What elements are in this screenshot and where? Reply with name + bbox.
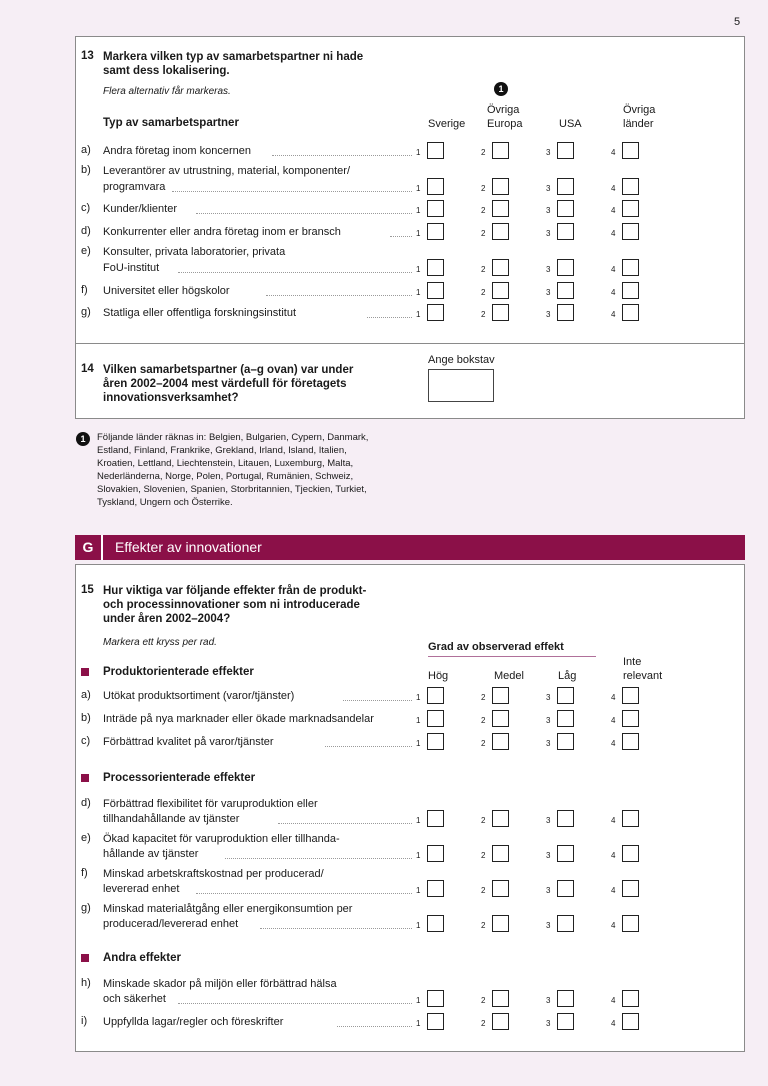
q13-row-e-leader <box>178 272 412 273</box>
q15-row-e-letter: e) <box>81 832 91 844</box>
q13-row-f-option-code: 3 <box>546 288 551 297</box>
q13-row-a-option-code: 4 <box>611 148 616 157</box>
q15-row-h-label-line2: och säkerhet <box>103 993 166 1005</box>
q13-row-b-checkbox-2[interactable] <box>492 178 509 195</box>
q15-row-f-option-code: 4 <box>611 886 616 895</box>
q15-row-i-checkbox-3[interactable] <box>557 1013 574 1030</box>
footnote-text <box>97 431 395 509</box>
footnote-line: Tyskland, Ungern och Österrike. <box>97 497 233 508</box>
q15-row-e-checkbox-4[interactable] <box>622 845 639 862</box>
q15-row-d-leader <box>278 823 412 824</box>
q15-row-c-checkbox-2[interactable] <box>492 733 509 750</box>
q13-row-a-checkbox-2[interactable] <box>492 142 509 159</box>
q15-group-heading: Andra effekter <box>103 952 181 964</box>
q15-row-e-option-code: 3 <box>546 851 551 860</box>
q15-row-a-checkbox-4[interactable] <box>622 687 639 704</box>
q15-column-header: relevant <box>623 670 663 682</box>
q13-row-f-option-code: 1 <box>416 288 421 297</box>
q13-row-g-checkbox-2[interactable] <box>492 304 509 321</box>
q13-row-c-label-line1: Kunder/klienter <box>103 203 177 215</box>
q13-row-g-checkbox-1[interactable] <box>427 304 444 321</box>
q13-row-b-checkbox-1[interactable] <box>427 178 444 195</box>
q13-column-title: Typ av samarbetspartner <box>103 117 239 129</box>
q15-row-f-checkbox-4[interactable] <box>622 880 639 897</box>
q13-row-b-label-line2: programvara <box>103 181 166 193</box>
q13-row-e-label-line1: Konsulter, privata laboratorier, privata <box>103 246 286 258</box>
q13-row-c-checkbox-1[interactable] <box>427 200 444 217</box>
section-g-header <box>75 535 745 560</box>
q15-row-c-option-code: 4 <box>611 739 616 748</box>
q13-column-header-top: Övriga <box>623 104 656 116</box>
q15-row-e-option-code: 4 <box>611 851 616 860</box>
footnote-line: Slovakien, Slovenien, Spanien, Storbritannien, Tjeckien, Turkiet, <box>97 484 367 495</box>
q14-answer-box[interactable] <box>428 369 494 402</box>
q15-row-d-checkbox-2[interactable] <box>492 810 509 827</box>
q13-row-d-leader <box>390 236 412 237</box>
q15-row-b-checkbox-1[interactable] <box>427 710 444 727</box>
q15-row-f-option-code: 3 <box>546 886 551 895</box>
q15-row-e-checkbox-1[interactable] <box>427 845 444 862</box>
q13-row-e-option-code: 1 <box>416 265 421 274</box>
q13-row-b-letter: b) <box>81 164 91 176</box>
q13-row-a-checkbox-3[interactable] <box>557 142 574 159</box>
q15-row-g-checkbox-4[interactable] <box>622 915 639 932</box>
q13-row-b-label-line1: Leverantörer av utrustning, material, komponenter/ <box>103 165 351 177</box>
q15-row-f-checkbox-3[interactable] <box>557 880 574 897</box>
q13-column-header: USA <box>559 118 582 130</box>
q13-row-g-option-code: 1 <box>416 310 421 319</box>
footnote-line: Estland, Finland, Frankrike, Grekland, Irland, Island, Italien, <box>97 445 347 456</box>
q15-row-g-label-line2: producerad/levererad enhet <box>103 918 239 930</box>
q15-row-e-label-line1: Ökad kapacitet för varuproduktion eller tillhanda- <box>103 833 340 845</box>
q15-group-heading: Produktorienterade effekter <box>103 666 254 678</box>
q13-row-b-option-code: 1 <box>416 184 421 193</box>
q15-row-e-leader <box>225 858 412 859</box>
q13-row-a-option-code: 3 <box>546 148 551 157</box>
q13-row-d-checkbox-4[interactable] <box>622 223 639 240</box>
q15-row-b-letter: b) <box>81 712 91 724</box>
q15-row-f-checkbox-2[interactable] <box>492 880 509 897</box>
q15-row-b-option-code: 2 <box>481 716 486 725</box>
q15-row-g-option-code: 4 <box>611 921 616 930</box>
q15-row-f-leader <box>196 893 413 894</box>
q13-row-c-checkbox-4[interactable] <box>622 200 639 217</box>
q13-row-d-checkbox-1[interactable] <box>427 223 444 240</box>
q13-row-g-leader <box>367 317 412 318</box>
q13-row-a-option-code: 2 <box>481 148 486 157</box>
q15-row-h-leader <box>178 1003 412 1004</box>
q13-row-f-letter: f) <box>81 284 88 296</box>
q15-row-c-letter: c) <box>81 735 91 747</box>
q15-row-b-option-code: 1 <box>416 716 421 725</box>
q15-row-c-option-code: 2 <box>481 739 486 748</box>
section-bullet-icon <box>81 774 89 782</box>
q13-row-d-checkbox-2[interactable] <box>492 223 509 240</box>
q13-row-e-option-code: 4 <box>611 265 616 274</box>
q15-row-a-option-code: 2 <box>481 693 486 702</box>
q15-column-header: Låg <box>558 670 577 682</box>
q15-row-f-option-code: 1 <box>416 886 421 895</box>
q15-row-h-label-line1: Minskade skador på miljön eller förbättrad hälsa <box>103 978 337 990</box>
q13-row-b-option-code: 3 <box>546 184 551 193</box>
q15-row-f-option-code: 2 <box>481 886 486 895</box>
q15-row-c-checkbox-3[interactable] <box>557 733 574 750</box>
q13-row-c-option-code: 1 <box>416 206 421 215</box>
q13-row-e-option-code: 2 <box>481 265 486 274</box>
q15-row-i-option-code: 1 <box>416 1019 421 1028</box>
q13-column-header-top: Övriga <box>487 104 520 116</box>
q15-row-i-label-line1: Uppfyllda lagar/regler och föreskrifter <box>103 1016 284 1028</box>
q15-row-b-label-line1: Inträde på nya marknader eller ökade marknadsandelar <box>103 713 374 725</box>
q15-row-i-letter: i) <box>81 1015 88 1027</box>
q15-row-d-option-code: 1 <box>416 816 421 825</box>
q13-row-g-checkbox-4[interactable] <box>622 304 639 321</box>
q13-text-line1: Markera vilken typ av samarbetspartner ni hade <box>103 51 364 63</box>
q15-row-e-label-line2: hållande av tjänster <box>103 848 199 860</box>
q15-row-c-checkbox-1[interactable] <box>427 733 444 750</box>
q13-column-header: länder <box>623 118 654 130</box>
q13-row-d-option-code: 3 <box>546 229 551 238</box>
q13-row-f-checkbox-2[interactable] <box>492 282 509 299</box>
footnote-line: Följande länder räknas in: Belgien, Bulgarien, Cypern, Danmark, <box>97 432 369 443</box>
q13-row-c-letter: c) <box>81 202 91 214</box>
q15-row-a-checkbox-3[interactable] <box>557 687 574 704</box>
q13-row-g-letter: g) <box>81 306 91 318</box>
q15-row-e-option-code: 2 <box>481 851 486 860</box>
q15-row-g-checkbox-2[interactable] <box>492 915 509 932</box>
q15-row-c-leader <box>325 746 412 747</box>
q15-row-h-letter: h) <box>81 977 91 989</box>
q13-row-e-option-code: 3 <box>546 265 551 274</box>
q15-row-b-checkbox-4[interactable] <box>622 710 639 727</box>
footnote-line: Kroatien, Lettland, Liechtenstein, Litauen, Luxemburg, Malta, <box>97 458 354 469</box>
q15-row-a-leader <box>343 700 412 701</box>
q15-row-c-label-line1: Förbättrad kvalitet på varor/tjänster <box>103 736 274 748</box>
q13-row-f-label-line1: Universitet eller högskolor <box>103 285 230 297</box>
q15-row-i-checkbox-4[interactable] <box>622 1013 639 1030</box>
q15-instruction: Markera ett kryss per rad. <box>103 637 217 648</box>
q13-row-c-option-code: 2 <box>481 206 486 215</box>
q13-row-b-checkbox-4[interactable] <box>622 178 639 195</box>
q13-row-g-option-code: 3 <box>546 310 551 319</box>
q15-text-line1: Hur viktiga var följande effekter från de produkt- <box>103 585 367 597</box>
q13-row-d-option-code: 4 <box>611 229 616 238</box>
q15-row-e-checkbox-2[interactable] <box>492 845 509 862</box>
footnote-circle-icon: 1 <box>76 432 90 446</box>
page-number: 5 <box>734 16 741 28</box>
q15-column-header-top: Inte <box>623 656 642 668</box>
q13-row-f-leader <box>266 295 412 296</box>
q13-row-e-checkbox-2[interactable] <box>492 259 509 276</box>
q15-row-a-checkbox-1[interactable] <box>427 687 444 704</box>
q13-row-d-label-line1: Konkurrenter eller andra företag inom er bransch <box>103 226 341 238</box>
q13-row-a-label-line1: Andra företag inom koncernen <box>103 145 251 157</box>
section-bullet-icon <box>81 954 89 962</box>
q13-row-g-checkbox-3[interactable] <box>557 304 574 321</box>
q15-row-h-option-code: 3 <box>546 996 551 1005</box>
q13-row-b-checkbox-3[interactable] <box>557 178 574 195</box>
q15-row-a-option-code: 1 <box>416 693 421 702</box>
scale-underline <box>428 656 596 657</box>
q13-row-a-checkbox-1[interactable] <box>427 142 444 159</box>
q15-column-header: Hög <box>428 670 449 682</box>
q15-row-i-checkbox-1[interactable] <box>427 1013 444 1030</box>
q15-text-line2: och processinnovationer som ni introducerade <box>103 599 360 611</box>
q14-text-line1: Vilken samarbetspartner (a–g ovan) var under <box>103 364 354 376</box>
q14-text-line3: innovationsverksamhet? <box>103 392 239 404</box>
q15-row-b-option-code: 4 <box>611 716 616 725</box>
q15-row-d-option-code: 3 <box>546 816 551 825</box>
footnote-line: Nederländerna, Norge, Polen, Portugal, Rumänien, Schweiz, <box>97 471 354 482</box>
q15-row-d-option-code: 2 <box>481 816 486 825</box>
q15-row-d-label-line1: Förbättrad flexibilitet för varuproduktion eller <box>103 798 318 810</box>
q13-row-e-letter: e) <box>81 245 91 257</box>
q13-row-c-leader <box>196 213 413 214</box>
q15-row-g-checkbox-3[interactable] <box>557 915 574 932</box>
q13-row-a-checkbox-4[interactable] <box>622 142 639 159</box>
q13-text-line2: samt dess lokalisering. <box>103 65 230 77</box>
q13-row-a-option-code: 1 <box>416 148 421 157</box>
q15-row-e-option-code: 1 <box>416 851 421 860</box>
q13-row-b-leader <box>172 191 412 192</box>
q14-answer-label: Ange bokstav <box>428 354 495 366</box>
q15-row-b-checkbox-3[interactable] <box>557 710 574 727</box>
q13-row-e-label-line2: FoU-institut <box>103 262 160 274</box>
q13-row-e-checkbox-3[interactable] <box>557 259 574 276</box>
q13-row-f-checkbox-3[interactable] <box>557 282 574 299</box>
q13-row-f-option-code: 2 <box>481 288 486 297</box>
q15-scale-title: Grad av observerad effekt <box>428 641 564 653</box>
q14-number: 14 <box>81 363 94 375</box>
q13-row-d-letter: d) <box>81 225 91 237</box>
q13-row-a-leader <box>272 155 412 156</box>
q13-column-header: Europa <box>487 118 523 130</box>
q15-row-i-leader <box>337 1026 412 1027</box>
q15-row-c-option-code: 3 <box>546 739 551 748</box>
q15-row-i-option-code: 4 <box>611 1019 616 1028</box>
q15-row-a-option-code: 3 <box>546 693 551 702</box>
q15-row-h-checkbox-4[interactable] <box>622 990 639 1007</box>
q15-row-a-option-code: 4 <box>611 693 616 702</box>
q15-row-f-letter: f) <box>81 867 88 879</box>
q13-row-d-checkbox-3[interactable] <box>557 223 574 240</box>
q15-row-i-checkbox-2[interactable] <box>492 1013 509 1030</box>
q15-row-g-checkbox-1[interactable] <box>427 915 444 932</box>
q15-row-i-option-code: 2 <box>481 1019 486 1028</box>
q15-row-h-option-code: 4 <box>611 996 616 1005</box>
q15-row-h-option-code: 2 <box>481 996 486 1005</box>
q13-row-g-option-code: 2 <box>481 310 486 319</box>
q15-row-g-option-code: 2 <box>481 921 486 930</box>
q15-row-f-checkbox-1[interactable] <box>427 880 444 897</box>
q13-row-c-checkbox-2[interactable] <box>492 200 509 217</box>
q15-row-i-option-code: 3 <box>546 1019 551 1028</box>
q15-row-a-label-line1: Utökat produktsortiment (varor/tjänster) <box>103 690 295 702</box>
section-bullet-icon <box>81 668 89 676</box>
q15-row-h-checkbox-2[interactable] <box>492 990 509 1007</box>
q15-row-b-option-code: 3 <box>546 716 551 725</box>
section-title: Effekter av innovationer <box>115 539 262 555</box>
q15-row-g-option-code: 3 <box>546 921 551 930</box>
q13-row-b-option-code: 2 <box>481 184 486 193</box>
q15-row-h-option-code: 1 <box>416 996 421 1005</box>
q13-row-c-option-code: 4 <box>611 206 616 215</box>
q13-row-f-option-code: 4 <box>611 288 616 297</box>
section-letter: G <box>75 535 103 560</box>
q15-column-header: Medel <box>494 670 524 682</box>
q15-row-b-checkbox-2[interactable] <box>492 710 509 727</box>
q15-row-g-letter: g) <box>81 902 91 914</box>
q15-row-d-checkbox-3[interactable] <box>557 810 574 827</box>
q13-row-c-option-code: 3 <box>546 206 551 215</box>
q13-q14-divider <box>75 343 745 344</box>
q15-row-a-checkbox-2[interactable] <box>492 687 509 704</box>
q13-row-e-checkbox-1[interactable] <box>427 259 444 276</box>
q15-row-h-checkbox-3[interactable] <box>557 990 574 1007</box>
q13-number: 13 <box>81 50 94 62</box>
q15-row-g-option-code: 1 <box>416 921 421 930</box>
q14-text-line2: åren 2002–2004 mest värdefull för företagets <box>103 378 347 390</box>
q15-row-a-letter: a) <box>81 689 91 701</box>
q13-row-a-letter: a) <box>81 144 91 156</box>
q13-row-g-option-code: 4 <box>611 310 616 319</box>
q13-row-b-option-code: 4 <box>611 184 616 193</box>
q13-row-f-checkbox-1[interactable] <box>427 282 444 299</box>
q13-column-header: Sverige <box>428 118 466 130</box>
q15-row-d-checkbox-1[interactable] <box>427 810 444 827</box>
q13-instruction: Flera alternativ får markeras. <box>103 86 231 97</box>
q15-row-c-checkbox-4[interactable] <box>622 733 639 750</box>
q15-row-h-checkbox-1[interactable] <box>427 990 444 1007</box>
q15-group-heading: Processorienterade effekter <box>103 772 256 784</box>
q15-row-g-label-line1: Minskad materialåtgång eller energikonsumtion per <box>103 903 353 915</box>
q13-row-c-checkbox-3[interactable] <box>557 200 574 217</box>
q15-text-line3: under åren 2002–2004? <box>103 613 231 625</box>
footnote-marker-icon: 1 <box>494 82 508 96</box>
q15-row-f-label-line2: levererad enhet <box>103 883 180 895</box>
q15-row-c-option-code: 1 <box>416 739 421 748</box>
q15-row-d-checkbox-4[interactable] <box>622 810 639 827</box>
q15-number: 15 <box>81 584 94 596</box>
q13-row-d-option-code: 2 <box>481 229 486 238</box>
q13-row-d-option-code: 1 <box>416 229 421 238</box>
q15-row-d-label-line2: tillhandahållande av tjänster <box>103 813 240 825</box>
q13-row-e-checkbox-4[interactable] <box>622 259 639 276</box>
q15-row-d-option-code: 4 <box>611 816 616 825</box>
q13-row-g-label-line1: Statliga eller offentliga forskningsinstitut <box>103 307 297 319</box>
q15-row-e-checkbox-3[interactable] <box>557 845 574 862</box>
q15-row-d-letter: d) <box>81 797 91 809</box>
q13-row-f-checkbox-4[interactable] <box>622 282 639 299</box>
q15-row-g-leader <box>260 928 412 929</box>
q15-row-f-label-line1: Minskad arbetskraftskostnad per producerad/ <box>103 868 324 880</box>
